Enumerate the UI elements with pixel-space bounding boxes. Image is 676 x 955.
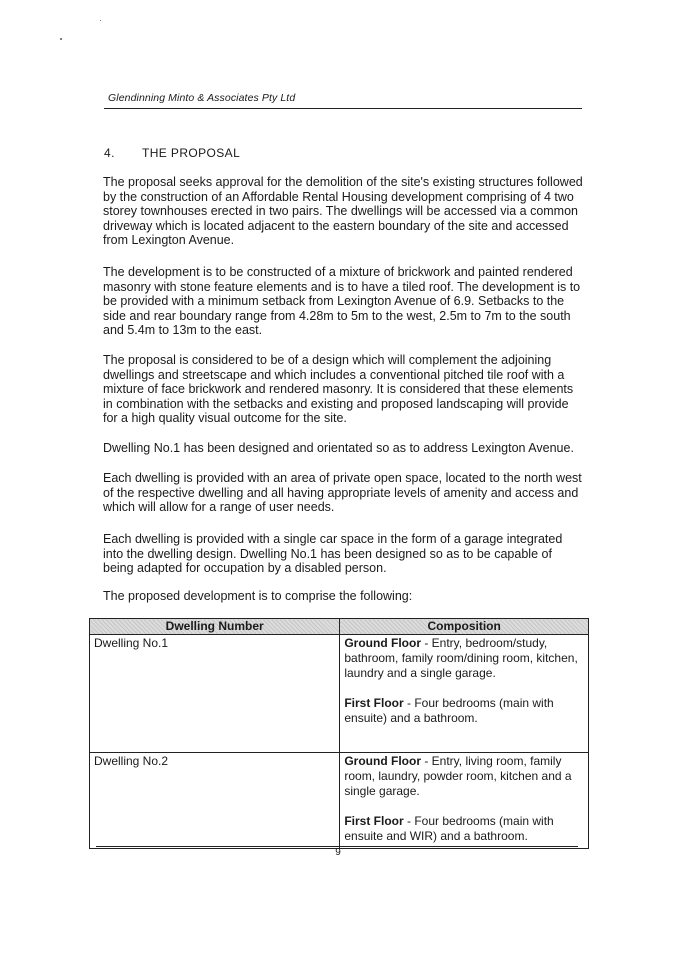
section-number: 4. — [104, 146, 115, 160]
paragraph-car-space: Each dwelling is provided with a single car space in the form of a garage integrated into the dwelling design. Dwelling No.1 has been designed so as to be capable of being adapted for occupation by a disabled person. — [103, 532, 563, 575]
page-number: 9 — [335, 847, 341, 858]
paragraph-orientation: Dwelling No.1 has been designed and orientated so as to address Lexington Avenue. — [103, 441, 574, 455]
ground-floor-text: - Entry, living room, family room, laundry, powder room, kitchen and a single garage. — [344, 754, 572, 798]
first-floor-text: - Four bedrooms (main with ensuite) and a bathroom. — [344, 696, 554, 725]
composition-cell — [340, 753, 589, 849]
first-floor-description — [344, 696, 584, 726]
first-floor-label: First Floor — [344, 696, 404, 710]
header-rule — [104, 108, 582, 109]
ground-floor-text: - Entry, bedroom/study, bathroom, family room/dining room, kitchen, laundry and a single garage. — [344, 636, 578, 680]
header-composition: Composition — [340, 619, 589, 635]
table-row — [90, 753, 589, 849]
paragraph-table-intro: The proposed development is to comprise the following: — [103, 589, 413, 603]
composition-cell — [340, 635, 589, 753]
dwelling-cell: Dwelling No.1 — [90, 635, 340, 753]
section-title: THE PROPOSAL — [142, 146, 241, 160]
composition-table — [89, 618, 589, 849]
ground-floor-description — [344, 636, 584, 681]
ground-floor-description — [344, 754, 584, 799]
scan-speck — [100, 20, 101, 21]
first-floor-label: First Floor — [344, 814, 404, 828]
dwelling-cell: Dwelling No.2 — [90, 753, 340, 849]
table-row — [90, 635, 589, 753]
first-floor-text: - Four bedrooms (main with ensuite and WIR) and a bathroom. — [344, 814, 554, 843]
company-header: Glendinning Minto & Associates Pty Ltd — [108, 92, 296, 104]
table-header-row — [90, 619, 589, 635]
ground-floor-label: Ground Floor — [344, 636, 421, 650]
paragraph-open-space: Each dwelling is provided with an area of private open space, located to the north west of the respective dwelling and all having appropriate levels of amenity and access and which will allow for a range of user needs. — [103, 471, 582, 514]
paragraph-proposal-overview: The proposal seeks approval for the demolition of the site's existing structures followed by the construction of an Affordable Rental Housing development comprising of 4 two storey townhouses erected in two pairs. The dwellings will be accessed via a common driveway which is located adjacent to the eastern boundary of the site and accessed from Lexington Avenue. — [103, 175, 583, 247]
first-floor-description — [344, 814, 584, 844]
section-heading — [104, 146, 240, 160]
header-dwelling-number: Dwelling Number — [90, 619, 340, 635]
ground-floor-label: Ground Floor — [344, 754, 421, 768]
paragraph-construction: The development is to be constructed of a mixture of brickwork and painted rendered masonry with stone feature elements and is to have a tiled roof. The development is to be provided with a minimum setback from Lexington Avenue of 6.9. Setbacks to the side and rear boundary range from 4.28m to 5m to the west, 2.5m to 7m to the south and 5.4m to 13m to the east. — [103, 265, 581, 337]
scan-speck — [60, 38, 62, 40]
paragraph-design: The proposal is considered to be of a design which will complement the adjoining dwellings and streetscape and which includes a conventional pitched tile roof with a mixture of face brickwork and rendered masonry. It is considered that these elements in combination with the setbacks and existing and proposed landscaping will provide for a high quality visual outcome for the site. — [103, 353, 574, 425]
